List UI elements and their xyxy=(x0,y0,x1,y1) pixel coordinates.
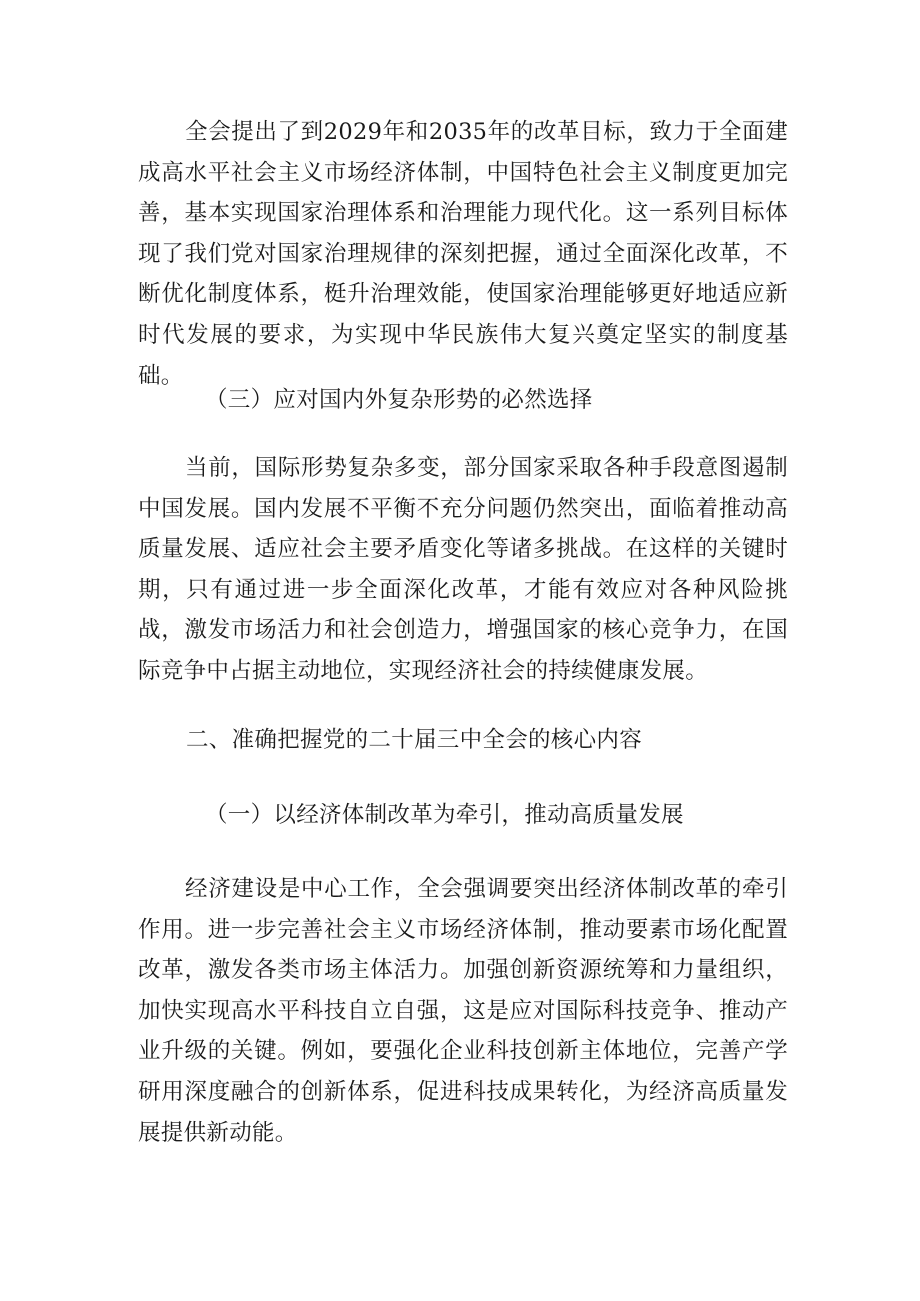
subheading-economic-reform: （一）以经济体制改革为牵引，推动高质量发展 xyxy=(205,802,684,828)
paragraph-economic-construction: 经济建设是中心工作，全会强调要突出经济体制改革的牵引作用。进一步完善社会主义市场经济体制，推动要素市场化配置改革，激发各类市场主体活力。加强创新资源统筹和力量组织，加快实现高水平科技自立自强，这是应对国际科技竞争、推动产业升级的关键。例如，要强化企业科技创新主体地位，完善产学研用深度融合的创新体系，促进科技成果转化，为经济高质量发展提供新动能。 xyxy=(138,876,788,1146)
section-heading-core-content: 二、准确把握党的二十届三中全会的核心内容 xyxy=(186,727,643,753)
paragraph-current-situation: 当前，国际形势复杂多变，部分国家采取各种手段意图遏制中国发展。国内发展不平衡不充分问题仍然突出，面临着推动高质量发展、适应社会主要矛盾变化等诸多挑战。在这样的关键时期，只有通过进一步全面深化改革，才能有效应对各种风险挑战，激发市场活力和社会创造力，增强国家的核心竞争力，在国际竞争中占据主动地位，实现经济社会的持续健康发展。 xyxy=(138,455,788,684)
paragraph-reform-goals: 全会提出了到2029年和2035年的改革目标，致力于全面建成高水平社会主义市场经济体制，中国特色社会主义制度更加完善，基本实现国家治理体系和治理能力现代化。这一系列目标体现了我们党对国家治理规律的深刻把握，通过全面深化改革，不断优化制度体系，梃升治理效能，使国家治理能够更好地适应新时代发展的要求，为实现中华民族伟大复兴奠定坚实的制度基础。 xyxy=(138,119,788,389)
subheading-complex-situation: （三）应对国内外复杂形势的必然选择 xyxy=(205,387,593,413)
